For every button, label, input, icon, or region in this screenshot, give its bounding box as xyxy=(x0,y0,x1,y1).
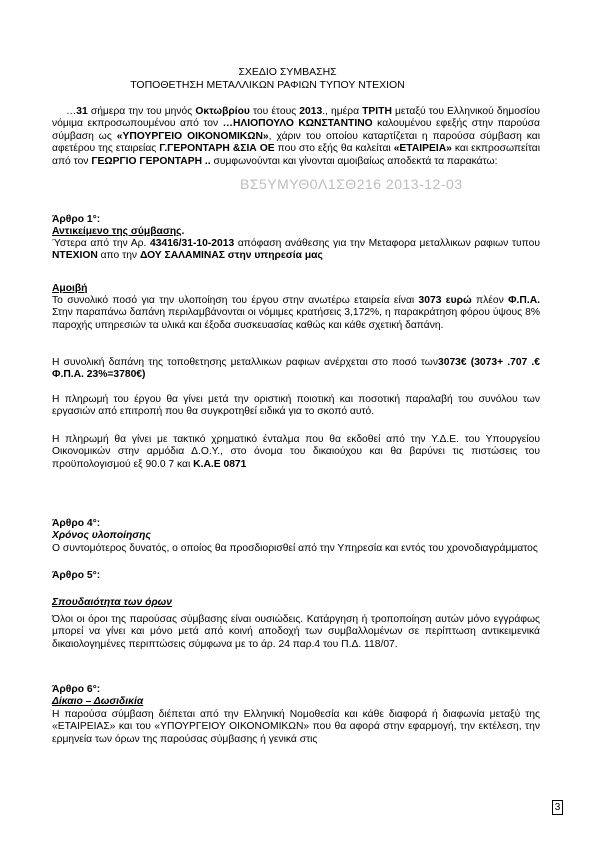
payment-paragraph-1: Το συνολικό ποσό για την υλοποίηση του έργου στην ανωτέρω εταιρεία είναι 3073 ευρώ πλέον Φ.Π.Α. Στην παραπάνω δαπάνη περιλαμβάνονται οι νόμιμες κρατήσεις 3,172%, η παρακράτηση φόρου ύψους 8% παροχής υπηρεσιών τα υλικά και έξοδα συσκευασίας καθώς και κάθε σχετική δαπάνη. xyxy=(52,295,540,331)
page-number: 3 xyxy=(552,800,563,815)
payment-paragraph-3: Η πληρωμή του έργου θα γίνει μετά την οριστική ποιοτική και ποσοτική παραλαβή του συνόλου των εργασιών από επιτροπή που θα συγκροτηθεί ειδικά για το σκοπό αυτό. xyxy=(52,394,540,418)
payment-paragraph-4: Η πληρωμή θα γίνει με τακτικό χρηματικό ένταλμα που θα εκδοθεί από την Υ.Δ.Ε. του Υπουργείου Οικονομικών στην αρμόδια Δ.Ο.Υ., στο όνομα του δικαιούχου και θα βαρύνει τις πιστώσεις του προϋπολογισμού εξ 90.0 7 και Κ.Α.Ε 0871 xyxy=(52,434,540,470)
article-4-subheading: Χρόνος υλοποίησης xyxy=(52,530,151,541)
article-4-heading: Άρθρο 4°: xyxy=(52,518,101,529)
payment-heading: Αμοιβή xyxy=(52,283,88,294)
document-title: ΣΧΕΔΙΟ ΣΥΜΒΑΣΗΣ xyxy=(238,66,337,78)
intro-paragraph: …31 σήμερα την του μηνός Οκτωβρίου του έτους 2013., ημέρα ΤΡΙΤΗ μεταξύ του Ελληνικού δημοσίου νόμιμα εκπροσωπουμένου από τον …ΗΛΙΟΠΟΥΛΟ ΚΩΝΣΤΑΝΤΙΝΟ καλουμένου εφεξής στην παρούσα σύμβαση ως «ΥΠΟΥΡΓΕΙΟ ΟΙΚΟΝΟΜΙΚΩΝ», χάριν του οποίου καταρτίζεται η παρούσα σύμβαση και αφετέρου της εταιρείας Γ.ΓΕΡΟΝΤΑΡΗ &ΣΙΑ ΟΕ που στο εξής θα καλείται «ΕΤΑΙΡΕΙΑ» και εκπροσωπείται από τον ΓΕΩΡΓΙΟ ΓΕΡΟΝΤΑΡΗ .. συμφωνούνται και γίνονται αμοιβαίως αποδεκτά τα παρακάτω: xyxy=(52,106,540,167)
article-1-body: Ύστερα από την Αρ. 43416/31-10-2013 απόφαση ανάθεσης για την Μεταφορα μεταλλικων ραφιων τυπου ΝΤΕΧΙΟΝ απο την ΔΟΥ ΣΑΛΑΜΙΝΑΣ στην υπηρεσία μας xyxy=(52,238,540,262)
article-5-heading: Άρθρο 5°: xyxy=(52,570,101,581)
document-subtitle: ΤΟΠΟΘΕΤΗΣΗ ΜΕΤΑΛΛΙΚΩΝ ΡΑΦΙΩΝ ΤΥΠΟΥ ΝΤΕΧΙΟΝ xyxy=(130,79,405,91)
article-5-body: Όλοι οι όροι της παρούσας σύμβασης είναι ουσιώδεις. Κατάργηση ή τροποποίηση αυτών μόνο εγγράφως μπορεί να γίνει και μόνο μετά από κοινή αποδοχή των συμβαλλομένων σε περίπτωση αντικειμενικά δικαιολογημένες περιπτώσεις σύμφωνα με το άρ. 24 παρ.4 του Π.Δ. 118/07. xyxy=(52,614,540,650)
article-6-heading: Άρθρο 6°: xyxy=(52,684,101,695)
article-6-subheading: Δίκαιο – Δωσιδικία xyxy=(52,696,144,707)
article-4-body: Ο συντομότερος δυνατός, ο οποίος θα προσδιορισθεί από την Υπηρεσία και εντός του χρονοδιαγράμματος xyxy=(52,543,538,554)
article-5-subheading: Σπουδαιότητα των όρων xyxy=(52,597,172,608)
article-1-subheading: Αντικείμενο της σύμβασης. xyxy=(52,226,185,237)
article-6-body: Η παρούσα σύμβαση διέπεται από την Ελληνική Νομοθεσία και κάθε διαφορά ή διαφωνία μεταξύ της «ΕΤΑΙΡΕΙΑΣ» και του «ΥΠΟΥΡΓΕΙΟΥ ΟΙΚΟΝΟΜΙΚΩΝ» που θα αφορά στην εφαρμογή, την εκτέλεση, την ερμηνεία των όρων της παρούσας σύμβασης ή γενικά στις xyxy=(52,709,540,745)
ada-watermark-stamp: ΒΣ5ΥΜΥΘ0Λ1ΣΘ216 2013-12-03 xyxy=(240,176,463,192)
payment-paragraph-2: Η συνολική δαπάνη της τοποθετησης μεταλλικων ραφιων ανέρχεται στο ποσό των3073€ (3073+ .707 .€ Φ.Π.Α. 23%=3780€) xyxy=(52,357,540,381)
article-1-heading: Άρθρο 1°: xyxy=(52,214,101,225)
